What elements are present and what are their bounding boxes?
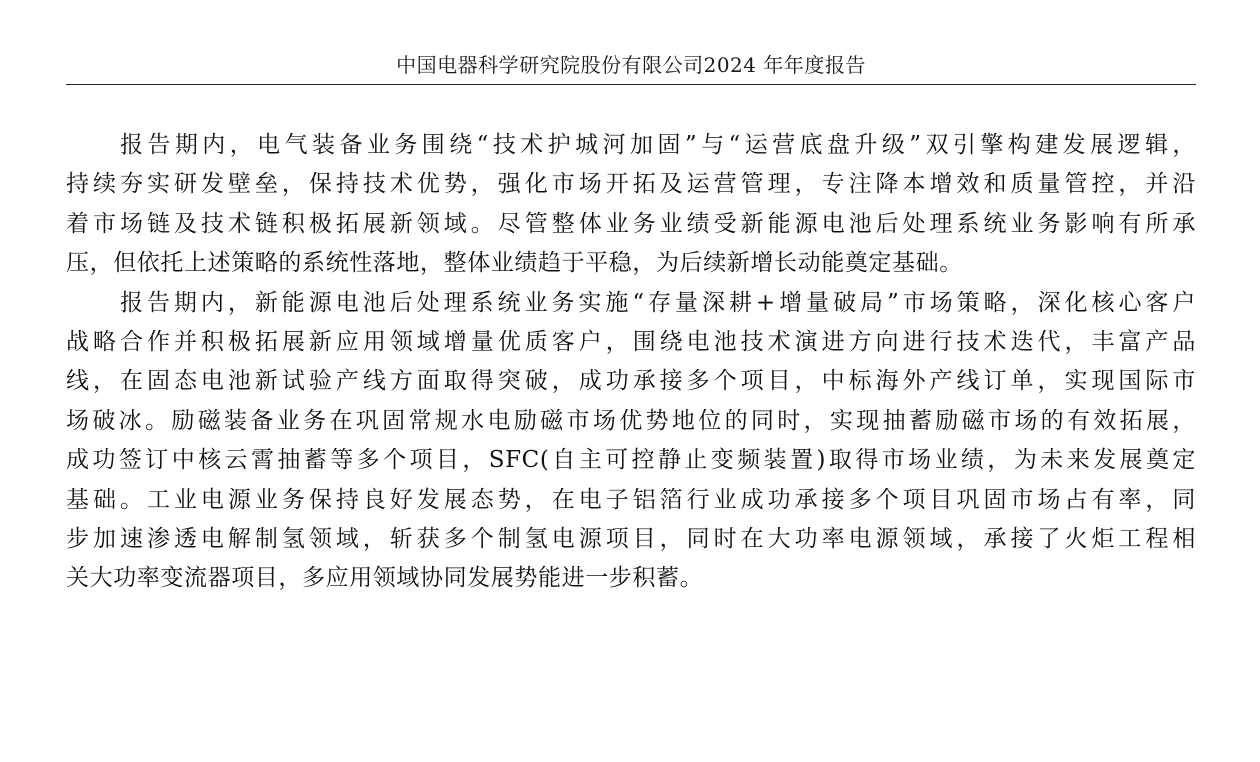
- text-line: 步加速渗透电解制氢领域，斩获多个制氢电源项目，同时在大功率电源领域，承接了火炬工程相: [66, 526, 1196, 553]
- text-line: 压，但依托上述策略的系统性落地，整体业绩趋于平稳，为后续新增长动能奠定基础。: [66, 250, 963, 277]
- text-line: 基础。工业电源业务保持良好发展态势，在电子铝箔行业成功承接多个项目巩固市场占有率，同: [66, 486, 1196, 513]
- text-line: 报告期内，电气装备业务围绕“技术护城河加固”与“运营底盘升级”双引擎构建发展逻辑，: [120, 132, 1196, 158]
- text-line: 关大功率变流器项目，多应用领域协同发展势能进一步积蓄。: [66, 565, 704, 592]
- text-line: 场破冰。励磁装备业务在巩固常规水电励磁市场优势地位的同时，实现抽蓄励磁市场的有效拓展，: [66, 407, 1196, 434]
- report-title: 中国电器科学研究院股份有限公司2024 年年度报告: [396, 53, 866, 77]
- text-line: 战略合作并积极拓展新应用领域增量优质客户，围绕电池技术演进方向进行技术迭代，丰富产品: [66, 329, 1196, 356]
- paragraph-new-energy-battery: [66, 284, 1196, 599]
- text-line: 成功签订中核云霄抽蓄等多个项目，SFC(自主可控静止变频装置)取得市场业绩，为未来发展奠定: [66, 447, 1196, 474]
- paragraph-electrical-equipment: [66, 126, 1196, 284]
- text-line: 线，在固态电池新试验产线方面取得突破，成功承接多个项目，中标海外产线订单，实现国际市: [66, 368, 1196, 395]
- report-body: [66, 126, 1196, 599]
- text-line: 报告期内，新能源电池后处理系统业务实施“存量深耕+增量破局”市场策略，深化核心客户: [120, 289, 1196, 316]
- text-line: 持续夯实研发壁垒，保持技术优势，强化市场开拓及运营管理，专注降本增效和质量管控，并沿: [66, 171, 1196, 198]
- page-header: [66, 48, 1196, 85]
- text-line: 着市场链及技术链积极拓展新领域。尽管整体业务业绩受新能源电池后处理系统业务影响有所承: [66, 210, 1196, 237]
